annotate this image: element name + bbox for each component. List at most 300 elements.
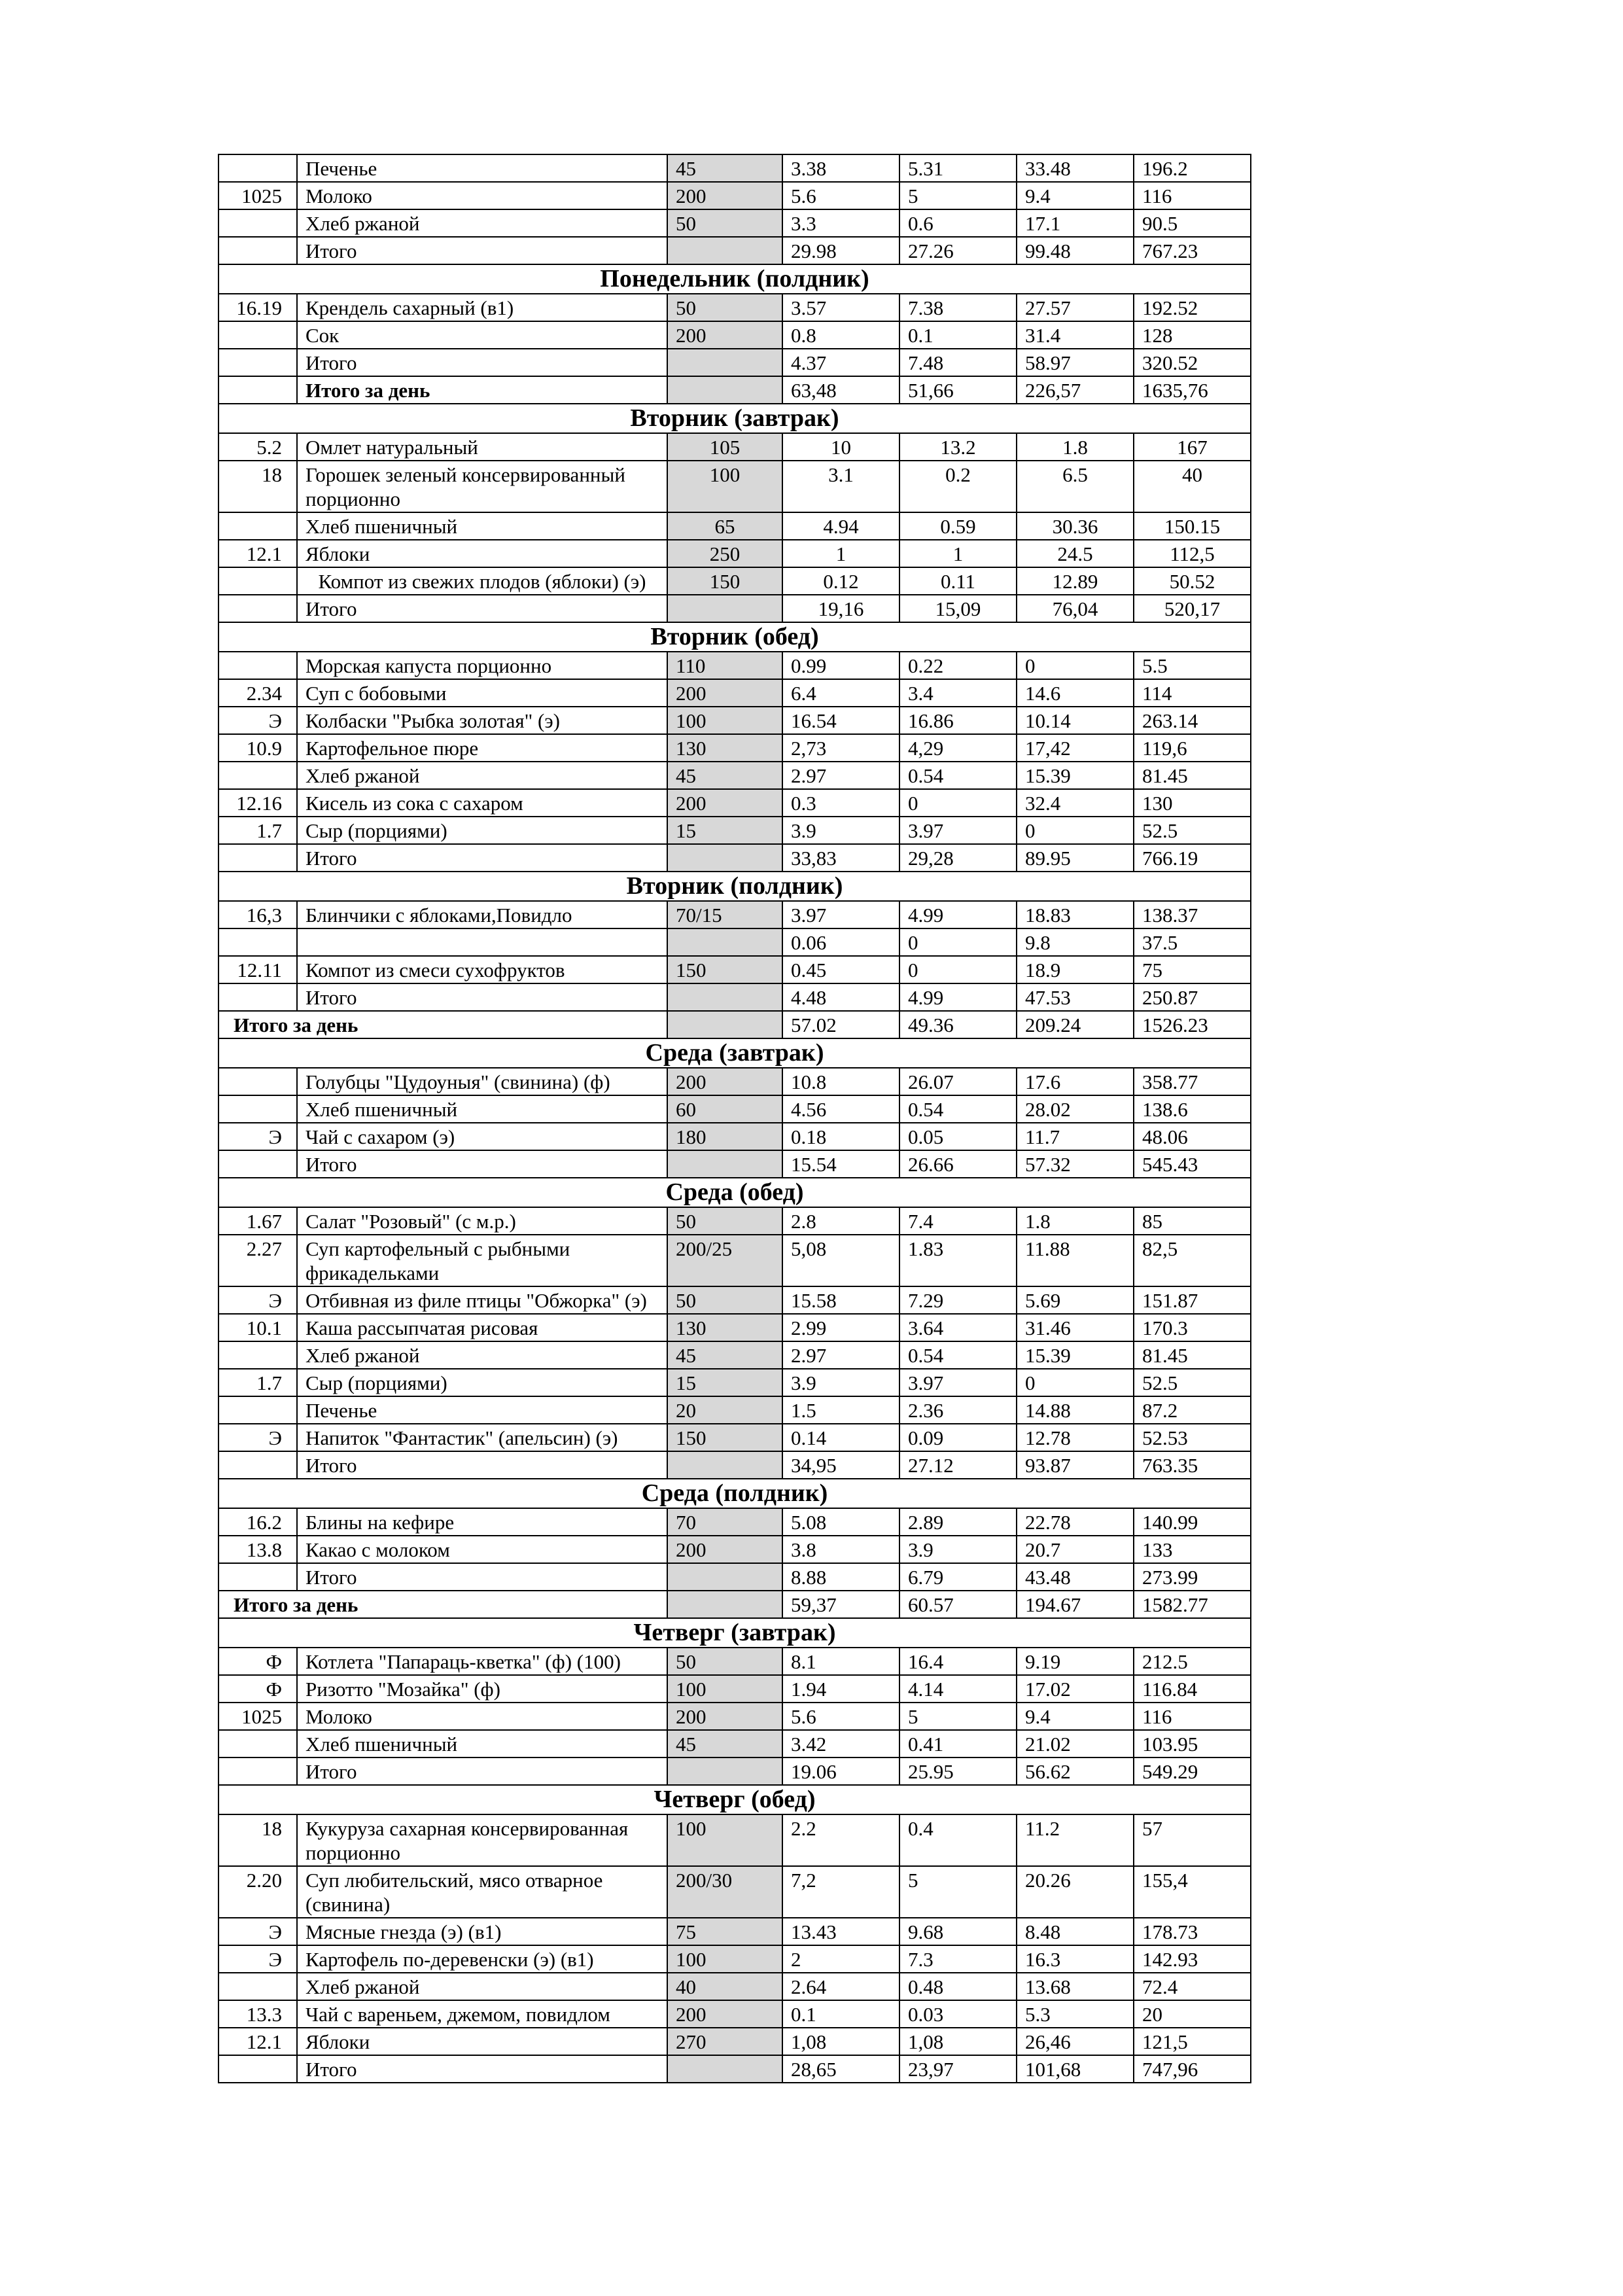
weight-cell [667, 844, 782, 872]
fat-cell: 26.66 [899, 1150, 1017, 1178]
protein-cell: 8.1 [782, 1648, 899, 1675]
kcal-cell: 87.2 [1134, 1396, 1251, 1424]
fat-cell: 4.99 [899, 983, 1017, 1011]
weight-cell [667, 1451, 782, 1479]
fat-cell: 0.05 [899, 1123, 1017, 1150]
dish-name-cell: Сыр (порциями) [297, 817, 667, 844]
recipe-code-cell: 12.16 [218, 789, 297, 817]
fat-cell: 6.79 [899, 1563, 1017, 1591]
weight-cell: 15 [667, 817, 782, 844]
recipe-code-cell: 10.9 [218, 734, 297, 762]
fat-cell: 0.11 [899, 567, 1017, 595]
fat-cell: 9.68 [899, 1918, 1017, 1945]
weight-cell [667, 237, 782, 264]
kcal-cell: 133 [1134, 1536, 1251, 1563]
recipe-code-cell [218, 983, 297, 1011]
dish-name-cell [297, 928, 667, 956]
fat-cell: 0.22 [899, 652, 1017, 679]
dish-name-cell: Итого [297, 595, 667, 622]
carbs-cell: 21.02 [1017, 1730, 1134, 1757]
fat-cell: 2.36 [899, 1396, 1017, 1424]
kcal-cell: 142.93 [1134, 1945, 1251, 1973]
protein-cell: 3.3 [782, 209, 899, 237]
weight-cell: 15 [667, 1369, 782, 1396]
kcal-cell: 263.14 [1134, 707, 1251, 734]
protein-cell: 29.98 [782, 237, 899, 264]
dish-name-cell: Итого [297, 349, 667, 376]
protein-cell: 0.14 [782, 1424, 899, 1451]
protein-cell: 5.6 [782, 182, 899, 209]
recipe-code-cell [218, 376, 297, 404]
carbs-cell: 0 [1017, 1369, 1134, 1396]
recipe-code-cell: 12.1 [218, 2028, 297, 2055]
weight-cell: 150 [667, 567, 782, 595]
dish-name-cell: Итого [297, 844, 667, 872]
dish-name-cell: Хлеб пшеничный [297, 512, 667, 540]
menu-row [218, 1508, 1251, 1536]
protein-cell: 3.38 [782, 154, 899, 182]
kcal-cell: 82,5 [1134, 1235, 1251, 1286]
carbs-cell: 15.39 [1017, 1341, 1134, 1369]
dish-name-cell: Компот из свежих плодов (яблоки) (э) [297, 567, 667, 595]
dish-name-cell: Морская капуста порционно [297, 652, 667, 679]
recipe-code-cell [218, 1095, 297, 1123]
protein-cell: 13.43 [782, 1918, 899, 1945]
weight-cell [667, 1757, 782, 1785]
fat-cell: 7.48 [899, 349, 1017, 376]
day-total-row [218, 1591, 1251, 1618]
fat-cell: 0 [899, 928, 1017, 956]
weight-cell [667, 983, 782, 1011]
fat-cell: 0.48 [899, 1973, 1017, 2000]
carbs-cell: 11.7 [1017, 1123, 1134, 1150]
kcal-cell: 57 [1134, 1814, 1251, 1866]
recipe-code-cell [218, 595, 297, 622]
recipe-code-cell [218, 209, 297, 237]
carbs-cell: 194.67 [1017, 1591, 1134, 1618]
menu-row [218, 928, 1251, 956]
recipe-code-cell [218, 237, 297, 264]
menu-row [218, 1396, 1251, 1424]
dish-name-cell: Чай с сахаром (э) [297, 1123, 667, 1150]
fat-cell: 1,08 [899, 2028, 1017, 2055]
menu-row [218, 789, 1251, 817]
protein-cell: 16.54 [782, 707, 899, 734]
kcal-cell: 1635,76 [1134, 376, 1251, 404]
kcal-cell: 85 [1134, 1207, 1251, 1235]
carbs-cell: 226,57 [1017, 376, 1134, 404]
carbs-cell: 0 [1017, 817, 1134, 844]
dish-name-cell: Колбаски "Рыбка золотая" (э) [297, 707, 667, 734]
weight-cell: 50 [667, 209, 782, 237]
carbs-cell: 17,42 [1017, 734, 1134, 762]
menu-row [218, 956, 1251, 983]
recipe-code-cell [218, 844, 297, 872]
kcal-cell: 549.29 [1134, 1757, 1251, 1785]
protein-cell: 2.99 [782, 1314, 899, 1341]
kcal-cell: 1582.77 [1134, 1591, 1251, 1618]
fat-cell: 5.31 [899, 154, 1017, 182]
carbs-cell: 24.5 [1017, 540, 1134, 567]
recipe-code-cell [218, 2055, 297, 2083]
dish-name-cell: Печенье [297, 154, 667, 182]
carbs-cell: 9.4 [1017, 182, 1134, 209]
recipe-code-cell: 1.7 [218, 1369, 297, 1396]
dish-name-cell: Итого [297, 1757, 667, 1785]
recipe-code-cell: 16.2 [218, 1508, 297, 1536]
protein-cell: 28,65 [782, 2055, 899, 2083]
section-title: Четверг (завтрак) [218, 1618, 1251, 1648]
recipe-code-cell: 1.7 [218, 817, 297, 844]
protein-cell: 0.99 [782, 652, 899, 679]
recipe-code-cell: 13.3 [218, 2000, 297, 2028]
recipe-code-cell [218, 512, 297, 540]
section-title: Среда (обед) [218, 1178, 1251, 1207]
weight-cell: 110 [667, 652, 782, 679]
recipe-code-cell: 1.67 [218, 1207, 297, 1235]
dish-name-cell: Итого [297, 1150, 667, 1178]
protein-cell: 5.6 [782, 1703, 899, 1730]
weight-cell: 100 [667, 1945, 782, 1973]
dish-name-cell: Молоко [297, 182, 667, 209]
kcal-cell: 1526.23 [1134, 1011, 1251, 1038]
menu-row [218, 294, 1251, 321]
fat-cell: 5 [899, 1866, 1017, 1918]
protein-cell: 2.97 [782, 1341, 899, 1369]
menu-row [218, 1150, 1251, 1178]
carbs-cell: 93.87 [1017, 1451, 1134, 1479]
recipe-code-cell: 18 [218, 1814, 297, 1866]
carbs-cell: 14.6 [1017, 679, 1134, 707]
fat-cell: 27.26 [899, 237, 1017, 264]
carbs-cell: 43.48 [1017, 1563, 1134, 1591]
weight-cell [667, 376, 782, 404]
carbs-cell: 11.88 [1017, 1235, 1134, 1286]
weight-cell: 45 [667, 1341, 782, 1369]
weight-cell [667, 1150, 782, 1178]
fat-cell: 0.2 [899, 461, 1017, 512]
fat-cell: 0.54 [899, 1341, 1017, 1369]
menu-row [218, 983, 1251, 1011]
dish-name-cell: Какао с молоком [297, 1536, 667, 1563]
menu-row [218, 540, 1251, 567]
recipe-code-cell: 12.1 [218, 540, 297, 567]
weight-cell: 105 [667, 433, 782, 461]
kcal-cell: 103.95 [1134, 1730, 1251, 1757]
menu-row [218, 1095, 1251, 1123]
kcal-cell: 767.23 [1134, 237, 1251, 264]
menu-row [218, 734, 1251, 762]
weight-cell: 50 [667, 1207, 782, 1235]
fat-cell: 3.97 [899, 817, 1017, 844]
dish-name-cell: Горошек зеленый консервированный порционно [297, 461, 667, 512]
fat-cell: 7.3 [899, 1945, 1017, 1973]
menu-row [218, 154, 1251, 182]
section-title: Четверг (обед) [218, 1785, 1251, 1814]
weight-cell [667, 2055, 782, 2083]
meal-section-header [218, 264, 1251, 294]
carbs-cell: 99.48 [1017, 237, 1134, 264]
weight-cell: 45 [667, 762, 782, 789]
carbs-cell: 20.26 [1017, 1866, 1134, 1918]
recipe-code-cell [218, 1451, 297, 1479]
recipe-code-cell: 2.20 [218, 1866, 297, 1918]
weight-cell: 100 [667, 461, 782, 512]
protein-cell: 2.64 [782, 1973, 899, 2000]
section-title: Среда (полдник) [218, 1479, 1251, 1508]
kcal-cell: 130 [1134, 789, 1251, 817]
carbs-cell: 9.19 [1017, 1648, 1134, 1675]
meal-section-header [218, 1178, 1251, 1207]
kcal-cell: 48.06 [1134, 1123, 1251, 1150]
menu-row [218, 376, 1251, 404]
recipe-code-cell: 16.19 [218, 294, 297, 321]
weight-cell: 200 [667, 182, 782, 209]
carbs-cell: 10.14 [1017, 707, 1134, 734]
carbs-cell: 9.8 [1017, 928, 1134, 956]
recipe-code-cell [218, 928, 297, 956]
carbs-cell: 1.8 [1017, 433, 1134, 461]
dish-name-cell: Отбивная из филе птицы "Обжорка" (э) [297, 1286, 667, 1314]
fat-cell: 51,66 [899, 376, 1017, 404]
kcal-cell: 273.99 [1134, 1563, 1251, 1591]
menu-row [218, 1945, 1251, 1973]
protein-cell: 0.45 [782, 956, 899, 983]
kcal-cell: 167 [1134, 433, 1251, 461]
menu-row [218, 1973, 1251, 2000]
weight-cell [667, 349, 782, 376]
carbs-cell: 16.3 [1017, 1945, 1134, 1973]
dish-name-cell: Итого [297, 983, 667, 1011]
recipe-code-cell: Э [218, 1945, 297, 1973]
weight-cell: 200 [667, 1703, 782, 1730]
kcal-cell: 155,4 [1134, 1866, 1251, 1918]
dish-name-cell: Мясные гнезда (э) (в1) [297, 1918, 667, 1945]
carbs-cell: 17.02 [1017, 1675, 1134, 1703]
meal-section-header [218, 872, 1251, 901]
section-title: Вторник (завтрак) [218, 404, 1251, 433]
dish-name-cell: Итого [297, 1451, 667, 1479]
fat-cell: 16.4 [899, 1648, 1017, 1675]
kcal-cell: 520,17 [1134, 595, 1251, 622]
protein-cell: 10 [782, 433, 899, 461]
protein-cell: 1,08 [782, 2028, 899, 2055]
dish-name-cell: Компот из смеси сухофруктов [297, 956, 667, 983]
kcal-cell: 114 [1134, 679, 1251, 707]
weight-cell: 270 [667, 2028, 782, 2055]
meal-section-header [218, 1038, 1251, 1068]
dish-name-cell: Картофельное пюре [297, 734, 667, 762]
protein-cell: 10.8 [782, 1068, 899, 1095]
recipe-code-cell [218, 1730, 297, 1757]
protein-cell: 2.8 [782, 1207, 899, 1235]
menu-row [218, 652, 1251, 679]
menu-table-body [218, 154, 1251, 2083]
weight-cell: 100 [667, 1814, 782, 1866]
kcal-cell: 170.3 [1134, 1314, 1251, 1341]
protein-cell: 0.1 [782, 2000, 899, 2028]
fat-cell: 3.97 [899, 1369, 1017, 1396]
menu-row [218, 1703, 1251, 1730]
carbs-cell: 57.32 [1017, 1150, 1134, 1178]
menu-row [218, 1536, 1251, 1563]
recipe-code-cell [218, 1396, 297, 1424]
dish-name-cell: Омлет натуральный [297, 433, 667, 461]
weight-cell: 50 [667, 1286, 782, 1314]
dish-name-cell: Сок [297, 321, 667, 349]
recipe-code-cell: 16,3 [218, 901, 297, 928]
dish-name-cell: Крендель сахарный (в1) [297, 294, 667, 321]
dish-name-cell: Итого [297, 2055, 667, 2083]
dish-name-cell: Яблоки [297, 2028, 667, 2055]
fat-cell: 0.54 [899, 762, 1017, 789]
kcal-cell: 178.73 [1134, 1918, 1251, 1945]
fat-cell: 0.41 [899, 1730, 1017, 1757]
menu-row [218, 1341, 1251, 1369]
weight-cell: 130 [667, 734, 782, 762]
menu-row [218, 817, 1251, 844]
weight-cell: 200 [667, 1536, 782, 1563]
weight-cell: 200 [667, 2000, 782, 2028]
dish-name-cell: Молоко [297, 1703, 667, 1730]
section-title: Понедельник (полдник) [218, 264, 1251, 294]
carbs-cell: 6.5 [1017, 461, 1134, 512]
protein-cell: 4.56 [782, 1095, 899, 1123]
recipe-code-cell [218, 154, 297, 182]
kcal-cell: 138.6 [1134, 1095, 1251, 1123]
carbs-cell: 18.83 [1017, 901, 1134, 928]
kcal-cell: 52.5 [1134, 1369, 1251, 1396]
fat-cell: 1.83 [899, 1235, 1017, 1286]
menu-row [218, 512, 1251, 540]
fat-cell: 7.4 [899, 1207, 1017, 1235]
fat-cell: 5 [899, 1703, 1017, 1730]
recipe-code-cell: 2.34 [218, 679, 297, 707]
protein-cell: 8.88 [782, 1563, 899, 1591]
fat-cell: 15,09 [899, 595, 1017, 622]
carbs-cell: 20.7 [1017, 1536, 1134, 1563]
meal-section-header [218, 1479, 1251, 1508]
protein-cell: 3.9 [782, 817, 899, 844]
menu-row [218, 707, 1251, 734]
kcal-cell: 112,5 [1134, 540, 1251, 567]
kcal-cell: 81.45 [1134, 762, 1251, 789]
dish-name-cell: Хлеб пшеничный [297, 1095, 667, 1123]
weight-cell: 250 [667, 540, 782, 567]
dish-name-cell: Хлеб ржаной [297, 1973, 667, 2000]
dish-name-cell: Кукуруза сахарная консервированная порционно [297, 1814, 667, 1866]
dish-name-cell: Печенье [297, 1396, 667, 1424]
recipe-code-cell [218, 567, 297, 595]
weight-cell: 200 [667, 321, 782, 349]
fat-cell: 16.86 [899, 707, 1017, 734]
carbs-cell: 12.78 [1017, 1424, 1134, 1451]
fat-cell: 25.95 [899, 1757, 1017, 1785]
protein-cell: 3.97 [782, 901, 899, 928]
kcal-cell: 50.52 [1134, 567, 1251, 595]
weight-cell [667, 1563, 782, 1591]
section-title: Вторник (обед) [218, 622, 1251, 652]
kcal-cell: 192.52 [1134, 294, 1251, 321]
recipe-code-cell: Э [218, 1286, 297, 1314]
fat-cell: 0.4 [899, 1814, 1017, 1866]
menu-row [218, 1235, 1251, 1286]
meal-section-header [218, 1785, 1251, 1814]
carbs-cell: 209.24 [1017, 1011, 1134, 1038]
kcal-cell: 121,5 [1134, 2028, 1251, 2055]
fat-cell: 7.38 [899, 294, 1017, 321]
weight-cell: 50 [667, 294, 782, 321]
menu-row [218, 762, 1251, 789]
recipe-code-cell: Э [218, 707, 297, 734]
dish-name-cell: Котлета "Папараць-кветка" (ф) (100) [297, 1648, 667, 1675]
recipe-code-cell [218, 652, 297, 679]
menu-row [218, 2028, 1251, 2055]
recipe-code-cell: Ф [218, 1675, 297, 1703]
protein-cell: 1.94 [782, 1675, 899, 1703]
weight-cell: 130 [667, 1314, 782, 1341]
fat-cell: 3.64 [899, 1314, 1017, 1341]
menu-row [218, 595, 1251, 622]
protein-cell: 3.42 [782, 1730, 899, 1757]
protein-cell: 4.37 [782, 349, 899, 376]
carbs-cell: 22.78 [1017, 1508, 1134, 1536]
kcal-cell: 151.87 [1134, 1286, 1251, 1314]
menu-row [218, 1207, 1251, 1235]
protein-cell: 5.08 [782, 1508, 899, 1536]
kcal-cell: 747,96 [1134, 2055, 1251, 2083]
kcal-cell: 81.45 [1134, 1341, 1251, 1369]
recipe-code-cell [218, 1150, 297, 1178]
kcal-cell: 196.2 [1134, 154, 1251, 182]
menu-row [218, 1918, 1251, 1945]
carbs-cell: 56.62 [1017, 1757, 1134, 1785]
fat-cell: 0.54 [899, 1095, 1017, 1123]
recipe-code-cell: 18 [218, 461, 297, 512]
carbs-cell: 12.89 [1017, 567, 1134, 595]
menu-row [218, 1563, 1251, 1591]
weight-cell: 45 [667, 1730, 782, 1757]
recipe-code-cell: 5.2 [218, 433, 297, 461]
kcal-cell: 52.5 [1134, 817, 1251, 844]
dish-name-cell: Сыр (порциями) [297, 1369, 667, 1396]
kcal-cell: 116.84 [1134, 1675, 1251, 1703]
protein-cell: 2,73 [782, 734, 899, 762]
kcal-cell: 116 [1134, 182, 1251, 209]
weight-cell: 65 [667, 512, 782, 540]
carbs-cell: 30.36 [1017, 512, 1134, 540]
fat-cell: 2.89 [899, 1508, 1017, 1536]
recipe-code-cell: Ф [218, 1648, 297, 1675]
menu-row [218, 2055, 1251, 2083]
menu-row [218, 901, 1251, 928]
carbs-cell: 33.48 [1017, 154, 1134, 182]
weight-cell: 150 [667, 956, 782, 983]
fat-cell: 0.09 [899, 1424, 1017, 1451]
menu-row [218, 567, 1251, 595]
dish-name-cell: Итого [297, 237, 667, 264]
fat-cell: 0 [899, 789, 1017, 817]
menu-row [218, 844, 1251, 872]
weight-cell: 100 [667, 1675, 782, 1703]
recipe-code-cell: 12.11 [218, 956, 297, 983]
protein-cell: 0.3 [782, 789, 899, 817]
recipe-code-cell: Э [218, 1424, 297, 1451]
weight-cell: 200 [667, 1068, 782, 1095]
protein-cell: 0.12 [782, 567, 899, 595]
carbs-cell: 28.02 [1017, 1095, 1134, 1123]
menu-row [218, 1314, 1251, 1341]
